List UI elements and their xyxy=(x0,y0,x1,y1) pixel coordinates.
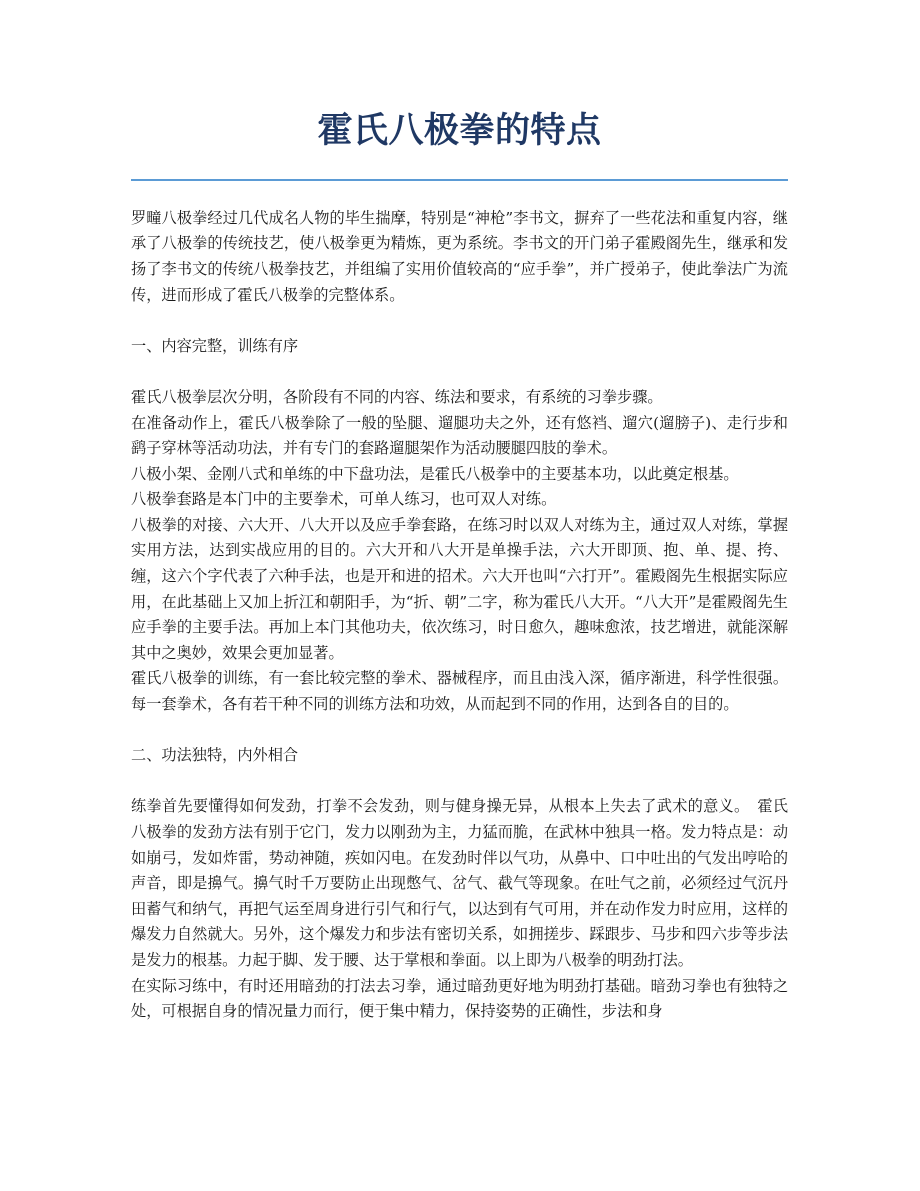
title-divider xyxy=(131,179,788,181)
intro-paragraph: 罗疃八极拳经过几代成名人物的毕生揣摩，特别是“神枪”李书文，摒弃了一些花法和重复内容，继承了八极拳的传统技艺，使八极拳更为精炼，更为系统。李书文的开门弟子霍殿阁先生，继承和发扬了李书文的传统八极拳技艺，并组编了实用价值较高的“应手拳”，并广授弟子，使此拳法广为流传，进而形成了霍氏八极拳的完整体系。 xyxy=(131,208,788,304)
paragraph-spacer xyxy=(131,308,788,334)
section-two-line: 练拳首先要懂得如何发劲，打拳不会发劲，则与健身操无异，从根本上失去了武术的意义。 霍氏八极拳的发劲方法有别于它门，发力以刚劲为主，力猛而脆，在武林中独具一格。发力特点是：动如崩弓，发如炸雷，势动神随，疾如闪电。在发劲时伴以气功，从鼻中、口中吐出的气发出哼哈的声音，即是擤气。擤气时千万要防止出现憋气、岔气、截气等现象。在吐气之前，必须经过气沉丹田蓄气和纳气，再把气运至周身进行引气和行气，以达到有气可用，并在动作发力时应用，这样的爆发力自然就大。另外，这个爆发力和步法有密切关系，如拥搓步、踩跟步、马步和四六步等步法是发力的根基。力起于脚、发于腰、达于掌根和拳面。以上即为八极拳的明劲打法。 xyxy=(131,797,788,969)
section-one-line: 八极拳套路是本门中的主要拳术，可单人练习，也可双人对练。 xyxy=(131,490,557,509)
paragraph-spacer xyxy=(131,359,788,385)
section-one-line: 八极小架、金刚八式和单练的中下盘功法，是霍氏八极拳中的主要基本功，以此奠定根基。 xyxy=(131,464,739,483)
section-heading-one: 一、内容完整，训练有序 xyxy=(131,336,299,355)
document-content-column xyxy=(131,0,788,1025)
document-body xyxy=(131,206,788,1025)
section-one-line: 霍氏八极拳层次分明，各阶段有不同的内容、练法和要求，有系统的习拳步骤。 xyxy=(131,387,663,406)
page-title: 霍氏八极拳的特点 xyxy=(317,111,602,151)
section-one-line: 霍氏八极拳的训练，有一套比较完整的拳术、器械程序，而且由浅入深，循序渐进，科学性很强。每一套拳术，各有若干种不同的训练方法和功效，从而起到不同的作用，达到各自的目的。 xyxy=(131,669,788,714)
section-one-line: 八极拳的对接、六大开、八大开以及应手拳套路，在练习时以双人对练为主，通过双人对练，掌握实用方法，达到实战应用的目的。六大开和八大开是单操手法，六大开即顶、抱、单、提、挎、缠，这六个字代表了六种手法，也是开和进的招术。六大开也叫“六打开”。霍殿阁先生根据实际应用，在此基础上又加上折江和朝阳手，为“折、朝”二字，称为霍氏八大开。“八大开”是霍殿阁先生应手拳的主要手法。再加上本门其他功夫，依次练习，时日愈久，趣味愈浓，技艺增进，就能深解其中之奥妙，效果会更加显著。 xyxy=(131,515,788,662)
section-one-line: 在准备动作上，霍氏八极拳除了一般的坠腿、遛腿功夫之外，还有悠裆、遛穴(遛膀子)、走行步和鹞子穿林等活动功法，并有专门的套路遛腿架作为活动腰腿四肢的拳术。 xyxy=(131,413,788,458)
section-heading-two: 二、功法独特，内外相合 xyxy=(131,746,299,765)
paragraph-spacer xyxy=(131,718,788,744)
paragraph-spacer xyxy=(131,769,788,795)
section-two-line: 在实际习练中，有时还用暗劲的打法去习拳，通过暗劲更好地为明劲打基础。暗劲习拳也有独特之处，可根据自身的情况量力而行，便于集中精力，保持姿势的正确性，步法和身 xyxy=(131,976,788,1021)
